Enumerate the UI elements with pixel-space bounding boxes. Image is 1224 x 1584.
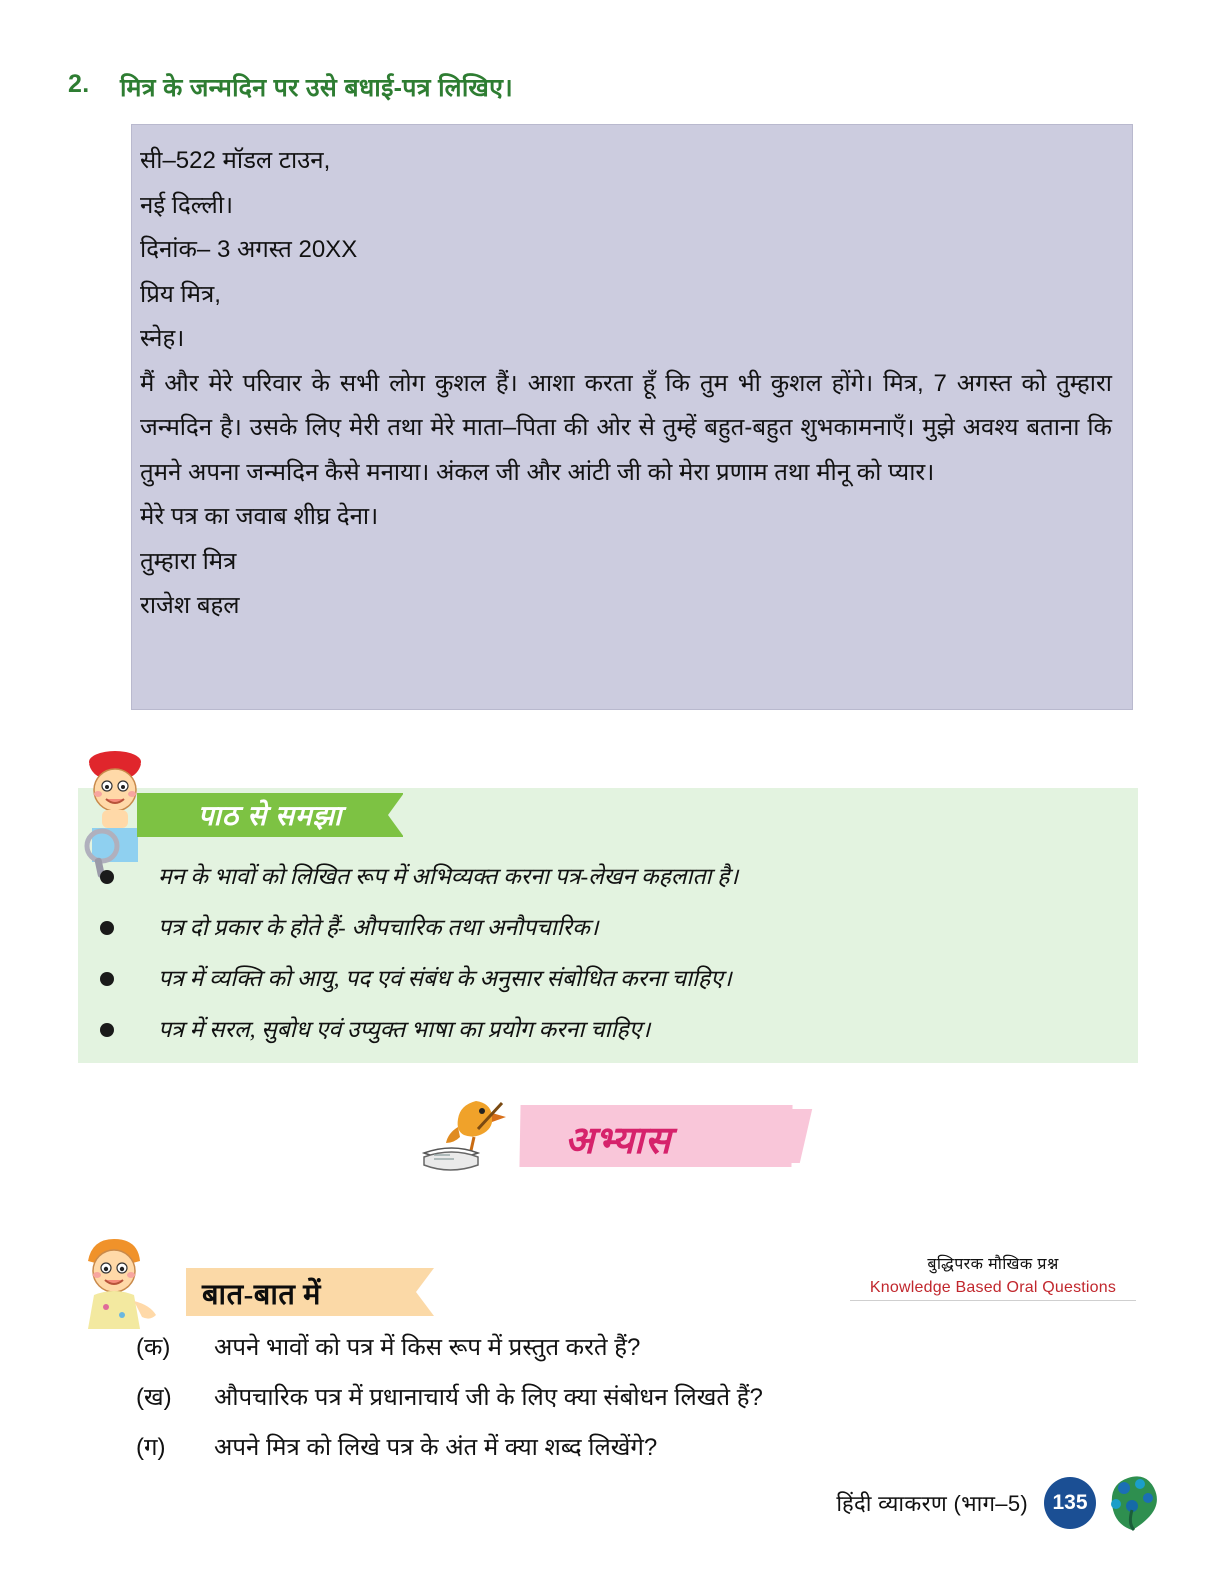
question-text: औपचारिक पत्र में प्रधानाचार्य जी के लिए क्या संबोधन लिखते हैं? bbox=[214, 1384, 763, 1411]
summary-item-text: पत्र में सरल, सुबोध एवं उप्युक्त भाषा का प्रयोग करना चाहिए। bbox=[158, 1017, 651, 1042]
summary-item-text: पत्र में व्यक्ति को आयु, पद एवं संबंध के अनुसार संबोधित करना चाहिए। bbox=[158, 966, 732, 991]
bullet-icon bbox=[100, 921, 114, 935]
question-marker: (ख) bbox=[136, 1384, 172, 1411]
summary-item-text: पत्र दो प्रकार के होते हैं- औपचारिक तथा अनौपचारिक। bbox=[158, 915, 599, 940]
list-item bbox=[100, 964, 1100, 996]
letter-address-line-2: नई दिल्ली। bbox=[140, 191, 234, 219]
letter-closing-request: मेरे पत्र का जवाब शीघ्र देना। bbox=[140, 503, 379, 530]
bullet-icon bbox=[100, 870, 114, 884]
bullet-icon bbox=[100, 1023, 114, 1037]
baat-baat-label: बात-बात में bbox=[202, 1279, 321, 1311]
list-item bbox=[136, 1380, 1096, 1413]
question-text: अपने भावों को पत्र में किस रूप में प्रस्तुत करते हैं? bbox=[214, 1334, 641, 1361]
oral-caption-hindi: बुद्धिपरक मौखिक प्रश्न bbox=[927, 1256, 1059, 1273]
list-item bbox=[100, 862, 1100, 894]
list-item bbox=[136, 1430, 1096, 1463]
oral-caption-english: Knowledge Based Oral Questions bbox=[869, 1279, 1117, 1296]
oral-questions-list bbox=[136, 1330, 1096, 1480]
bird-writing-book-icon bbox=[418, 1093, 528, 1179]
letter-sender-name: राजेश बहल bbox=[140, 592, 240, 619]
question-2-heading bbox=[68, 70, 513, 104]
question-2-number: 2. bbox=[68, 70, 90, 98]
page-footer bbox=[836, 1472, 1160, 1534]
sample-letter-box bbox=[131, 124, 1133, 710]
list-item bbox=[100, 913, 1100, 945]
footer-book-title: हिंदी व्याकरण (भाग–5) bbox=[836, 1491, 1028, 1516]
boy-talking-icon bbox=[72, 1235, 182, 1333]
summary-list bbox=[100, 862, 1100, 1066]
letter-body-paragraph: मैं और मेरे परिवार के सभी लोग कुशल हैं। आशा करता हूँ कि तुम भी कुशल होंगे। मित्र, 7 अगस्त को तुम्हारा जन्मदिन है। उसके लिए मेरी तथा मेरे माता–पिता की ओर से तुम्हें बहुत-बहुत शुभकामनाएँ। मुझे अवश्य बताना कि तुमने अपना जन्मदिन कैसे मनाया। अंकल जी और आंटी जी को मेरा प्रणाम तथा मीनू को प्यार। bbox=[140, 369, 1112, 486]
letter-greeting: स्नेह। bbox=[140, 325, 185, 352]
list-item bbox=[136, 1330, 1096, 1363]
list-item bbox=[100, 1015, 1100, 1047]
question-marker: (ग) bbox=[136, 1434, 166, 1461]
summary-item-text: मन के भावों को लिखित रूप में अभिव्यक्त करना पत्र-लेखन कहलाता है। bbox=[158, 864, 739, 889]
peacock-logo-icon bbox=[1102, 1472, 1160, 1534]
summary-tab bbox=[137, 793, 403, 837]
page-number-badge: 135 bbox=[1044, 1477, 1096, 1529]
abhyas-banner bbox=[410, 1093, 810, 1181]
letter-date-line: दिनांक– 3 अगस्त 20XX bbox=[140, 236, 358, 263]
letter-signoff: तुम्हारा मित्र bbox=[140, 547, 237, 575]
letter-salutation: प्रिय मित्र, bbox=[140, 280, 221, 308]
bullet-icon bbox=[100, 972, 114, 986]
abhyas-label: अभ्यास bbox=[565, 1120, 672, 1162]
summary-tab-label: पाठ से समझा bbox=[197, 801, 343, 832]
question-text: अपने मित्र को लिखे पत्र के अंत में क्या शब्द लिखेंगे? bbox=[214, 1434, 658, 1461]
question-marker: (क) bbox=[136, 1334, 171, 1361]
letter-address-line-1: सी–522 मॉडल टाउन, bbox=[140, 147, 331, 174]
question-2-text: मित्र के जन्मदिन पर उसे बधाई-पत्र लिखिए। bbox=[120, 74, 513, 102]
oral-questions-caption bbox=[850, 1252, 1136, 1301]
